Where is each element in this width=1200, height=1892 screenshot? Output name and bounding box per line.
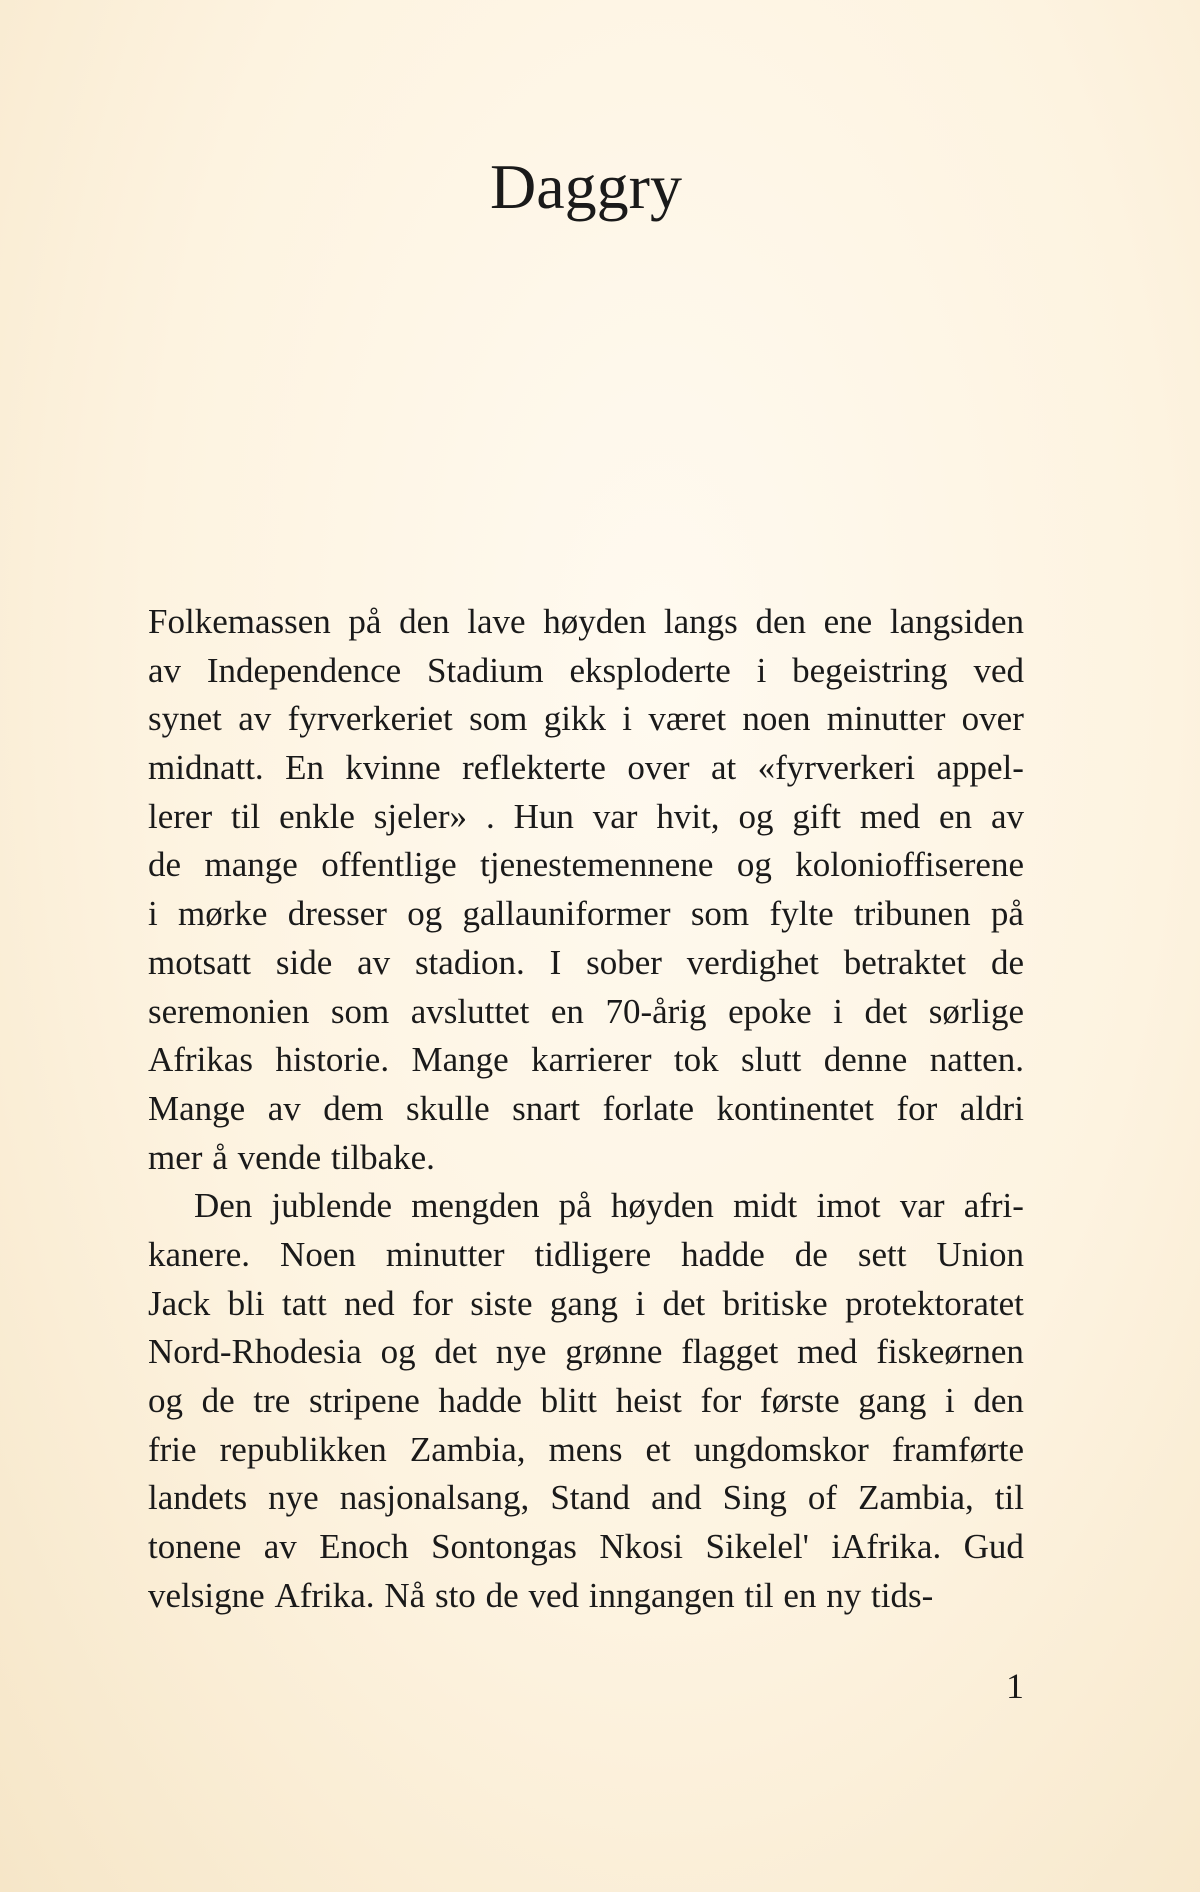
word: 70-årig [605, 991, 707, 1031]
word: stadion. [414, 942, 525, 982]
word: tids- [871, 1575, 934, 1615]
word: snart [512, 1088, 581, 1128]
word: sober [586, 942, 662, 982]
word: i [635, 1283, 646, 1323]
word: sjeler» [373, 796, 468, 836]
word: Afrika. [274, 1575, 375, 1615]
word: ned [344, 1283, 395, 1323]
word: Sing [722, 1478, 787, 1518]
word: kolonioffiserene [795, 845, 1024, 885]
word: fyrverkeriet [287, 699, 453, 739]
word: natten. [929, 1040, 1024, 1080]
word: Jack [148, 1283, 211, 1323]
word: appel- [936, 748, 1024, 788]
word: reflekterte [462, 748, 606, 788]
word: lerer [148, 796, 213, 836]
word: aldri [959, 1088, 1024, 1128]
text-line [148, 695, 1024, 744]
word: til [744, 1575, 774, 1615]
word: avsluttet [410, 991, 530, 1031]
word: at [710, 748, 737, 788]
word: frie [148, 1429, 197, 1469]
word: dresser [287, 894, 387, 934]
word: den [399, 602, 450, 641]
word: skulle [406, 1088, 490, 1128]
word: i [756, 650, 767, 690]
word: å [212, 1137, 228, 1177]
word: tjenestemennene [480, 845, 714, 885]
word: gift [792, 796, 841, 836]
word: betraktet [843, 942, 967, 982]
word: imot [816, 1186, 881, 1226]
word: vende [237, 1137, 322, 1177]
word: ved [973, 650, 1024, 690]
word: britiske [722, 1283, 828, 1323]
text-line [148, 841, 1024, 890]
word: seremonien [148, 991, 310, 1031]
word: lave [467, 602, 526, 641]
word: verdighet [686, 942, 819, 982]
word: republikken [219, 1429, 387, 1469]
word: denne [823, 1040, 908, 1080]
word: gallauniformer [462, 894, 671, 934]
chapter-title: Daggry [490, 151, 682, 222]
text-line [148, 793, 1024, 842]
word: den [973, 1381, 1024, 1420]
word: og [380, 1332, 416, 1372]
word: Nkosi [599, 1527, 683, 1567]
word: en [783, 1575, 817, 1615]
word: var [592, 796, 638, 836]
page-number: 1 [1006, 1666, 1024, 1706]
word: av [990, 796, 1024, 836]
text-line [148, 890, 1024, 939]
word: enkle [279, 796, 355, 836]
word: historie. [275, 1040, 390, 1080]
word: motsatt [148, 942, 252, 982]
word: heist [615, 1381, 682, 1420]
word: ny [826, 1575, 862, 1615]
word: I [549, 942, 562, 982]
word: til [231, 796, 261, 836]
word: Mange [411, 1040, 509, 1080]
word: dem [323, 1088, 384, 1128]
word: siste [470, 1283, 533, 1323]
word: av [148, 650, 182, 690]
word: karrierer [531, 1040, 652, 1080]
word: eksploderte [569, 650, 731, 690]
word: Zambia, [409, 1429, 526, 1469]
word: av [267, 1088, 301, 1128]
body-text [148, 598, 1024, 1620]
word: offentlige [321, 845, 457, 885]
word: tonene [148, 1527, 242, 1567]
word: «fyrverkeri [757, 748, 916, 788]
word: de [990, 942, 1024, 982]
word: i [833, 991, 843, 1031]
text-line [148, 1426, 1024, 1475]
text-line [148, 1085, 1024, 1134]
text-line [148, 1377, 1024, 1426]
text-line [148, 647, 1024, 696]
word: langsiden [889, 602, 1024, 641]
word: nye [268, 1478, 319, 1518]
word: gang [549, 1283, 618, 1323]
word: of [807, 1478, 838, 1518]
word: stripene [308, 1381, 420, 1420]
text-line [148, 1280, 1024, 1329]
word: En [285, 748, 324, 788]
word: sto [434, 1575, 476, 1615]
word: inngangen [588, 1575, 735, 1615]
word: høyden [543, 602, 647, 641]
word: Hun [513, 796, 574, 836]
word: begeistring [792, 650, 948, 690]
word: i [622, 699, 633, 739]
word: Stand [550, 1478, 631, 1518]
word: og [148, 1381, 183, 1420]
word: de [794, 1234, 828, 1274]
word: det [434, 1332, 478, 1372]
word: av [263, 1527, 297, 1567]
word: mange [204, 845, 298, 885]
word: sørlige [928, 991, 1024, 1031]
word: ene [823, 602, 873, 641]
word: nasjonalsang, [339, 1478, 530, 1518]
word: iAfrika. [831, 1527, 942, 1567]
word: jublende [271, 1186, 393, 1226]
word: som [690, 894, 750, 934]
word: hadde [681, 1234, 765, 1274]
word: Nå [384, 1575, 426, 1615]
text-line [148, 1134, 1024, 1183]
word: mengden [411, 1186, 540, 1226]
word: var [899, 1186, 945, 1226]
word: afri- [963, 1186, 1024, 1226]
word: gikk [543, 699, 606, 739]
word: og [736, 845, 772, 885]
word: Stadium [426, 650, 544, 690]
word: minutter [826, 699, 946, 739]
word: den [755, 602, 806, 641]
word: tidligere [534, 1234, 652, 1274]
word: det [864, 991, 908, 1031]
word: sett [857, 1234, 907, 1274]
word: langs [663, 602, 738, 641]
word: Den [194, 1186, 253, 1226]
word: av [238, 699, 272, 739]
word: Enoch [319, 1527, 409, 1567]
word: til [994, 1478, 1024, 1518]
word: været [648, 699, 727, 739]
word: for [700, 1381, 742, 1420]
word: fiskeørnen [876, 1332, 1024, 1372]
word: blitt [540, 1381, 598, 1420]
word: hadde [438, 1381, 522, 1420]
word: tok [673, 1040, 719, 1080]
word: med [797, 1332, 858, 1372]
text-line [148, 988, 1024, 1037]
word: hvit, [656, 796, 720, 836]
word: på [558, 1186, 592, 1226]
text-line [148, 1474, 1024, 1523]
word: på [348, 602, 382, 641]
word: flagget [681, 1332, 779, 1372]
word: mørke [178, 894, 268, 934]
word: et [645, 1429, 671, 1469]
word: Gud [963, 1527, 1024, 1567]
word: . [485, 796, 495, 836]
text-line [148, 1572, 1024, 1621]
word: side [275, 942, 333, 982]
word: for [412, 1283, 453, 1323]
text-line [148, 1328, 1024, 1377]
word: over [961, 699, 1024, 739]
word: Nord-Rhodesia [148, 1332, 362, 1372]
word: med [859, 796, 921, 836]
word: Noen [280, 1234, 356, 1274]
word: Independence [206, 650, 402, 690]
word: de [485, 1575, 519, 1615]
word: i [944, 1381, 955, 1420]
word: grønne [565, 1332, 663, 1372]
word: Mange [148, 1088, 246, 1128]
text-line [148, 1036, 1024, 1085]
word: epoke [728, 991, 812, 1031]
text-line [148, 1231, 1024, 1280]
word: and [651, 1478, 702, 1518]
word: bli [227, 1283, 265, 1323]
word: Folkemassen [148, 602, 331, 641]
word: Afrikas [148, 1040, 253, 1080]
word: og [407, 894, 443, 934]
word: som [330, 991, 390, 1031]
word: Zambia, [858, 1478, 974, 1518]
word: de [201, 1381, 235, 1420]
word: og [738, 796, 774, 836]
word: tatt [281, 1283, 327, 1323]
word: kontinentet [716, 1088, 874, 1128]
text-line [148, 1523, 1024, 1572]
word: Union [936, 1234, 1024, 1274]
word: av [357, 942, 391, 982]
word: første [759, 1381, 840, 1420]
word: en [939, 796, 973, 836]
word: landets [148, 1478, 248, 1518]
word: kvinne [345, 748, 441, 788]
word: nye [495, 1332, 547, 1372]
word: for [896, 1088, 938, 1128]
word: tre [253, 1381, 291, 1420]
word: som [469, 699, 528, 739]
text-line [148, 744, 1024, 793]
word: tilbake. [330, 1137, 435, 1177]
word: høyden [610, 1186, 714, 1226]
word: tribunen [853, 894, 971, 934]
word: Sikelel' [705, 1527, 809, 1567]
word: kanere. [148, 1234, 251, 1274]
word: over [627, 748, 690, 788]
word: Sontongas [431, 1527, 577, 1567]
text-line [148, 1182, 1024, 1231]
text-line [148, 939, 1024, 988]
word: velsigne [148, 1575, 265, 1615]
word: minutter [385, 1234, 505, 1274]
word: ungdomskor [693, 1429, 869, 1469]
word: det [662, 1283, 706, 1323]
word: i [148, 894, 158, 934]
word: gang [858, 1381, 927, 1420]
word: en [550, 991, 584, 1031]
word: synet [148, 699, 222, 739]
word: mens [548, 1429, 623, 1469]
word: på [990, 894, 1024, 934]
word: midnatt. [148, 748, 264, 788]
word: protektoratet [845, 1283, 1024, 1323]
word: noen [742, 699, 811, 739]
word: ved [528, 1575, 579, 1615]
word: forlate [602, 1088, 694, 1128]
word: fylte [769, 894, 834, 934]
word: framførte [891, 1429, 1024, 1469]
word: mer [148, 1137, 203, 1177]
word: slutt [741, 1040, 802, 1080]
word: de [148, 845, 182, 885]
text-line [148, 598, 1024, 647]
word: midt [733, 1186, 798, 1226]
